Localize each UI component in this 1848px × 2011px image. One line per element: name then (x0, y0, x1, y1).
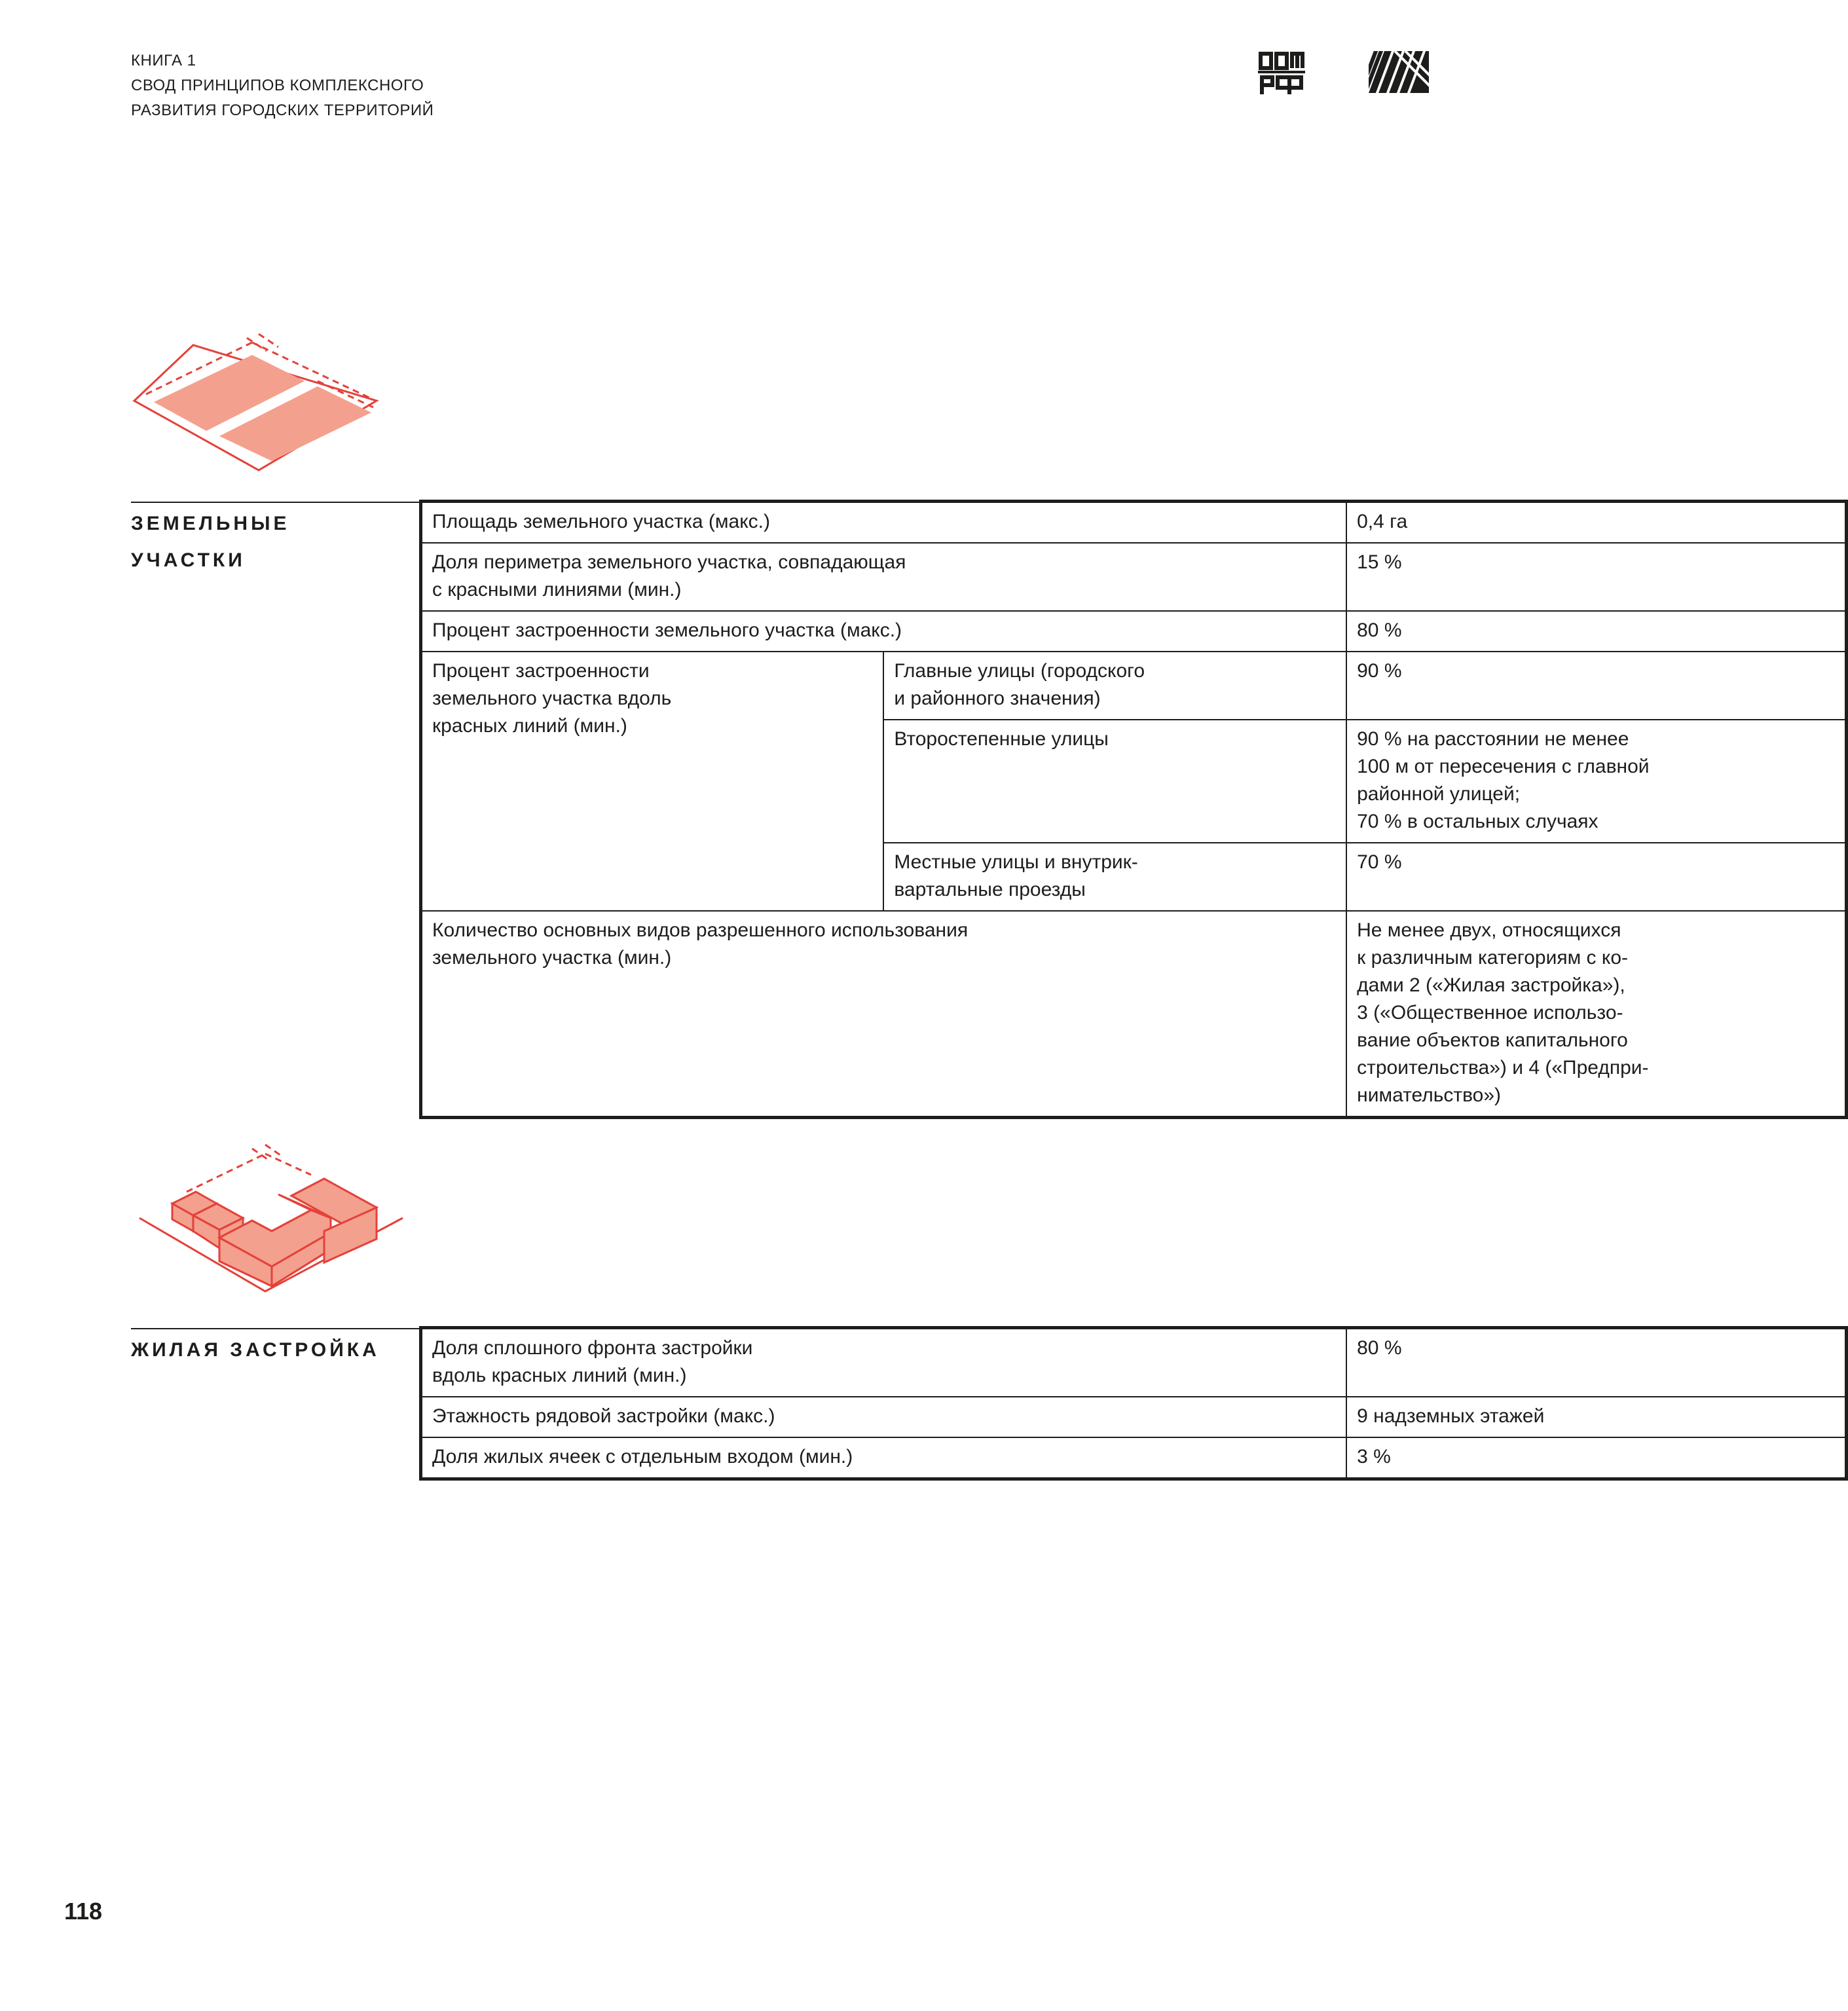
table-row (421, 1437, 1847, 1479)
row-sublabel: Второстепенные улицы (883, 720, 1346, 843)
row-group-label: Процент застроенности земельного участка вдоль красных линий (мин.) (421, 652, 884, 911)
land-plots-illustration (128, 321, 396, 478)
row-label: Доля периметра земельного участка, совпадающая с красными линиями (мин.) (421, 543, 1347, 611)
row-label: Доля жилых ячеек с отдельным входом (мин.) (421, 1437, 1347, 1479)
header-title-line-1: СВОД ПРИНЦИПОВ КОМПЛЕКСНОГО (131, 77, 424, 94)
table-row (421, 652, 1847, 720)
row-value: 80 % (1346, 1328, 1846, 1397)
row-label: Количество основных видов разрешенного использования земельного участка (мин.) (421, 911, 1347, 1118)
dom-rf-logo-icon (1258, 51, 1305, 96)
row-label: Доля сплошного фронта застройки вдоль красных линий (мин.) (421, 1328, 1347, 1397)
residential-buildings-illustration (134, 1139, 409, 1297)
section-title-line-1: ЗЕМЕЛЬНЫЕ (131, 513, 290, 534)
section-divider-residential (131, 1328, 420, 1329)
section-divider-land-plots (131, 502, 420, 503)
header-title-line-2: РАЗВИТИЯ ГОРОДСКИХ ТЕРРИТОРИЙ (131, 101, 434, 119)
row-sublabel: Местные улицы и внутрик- вартальные проезды (883, 843, 1346, 911)
table-row (421, 611, 1847, 652)
table-row (421, 543, 1847, 611)
table-row (421, 502, 1847, 544)
section-title-line-2: УЧАСТКИ (131, 549, 246, 571)
row-value: 0,4 га (1346, 502, 1846, 544)
header-book: КНИГА 1 (131, 52, 196, 69)
row-value: 9 надземных этажей (1346, 1397, 1846, 1437)
page-number: 118 (64, 1898, 103, 1925)
table-row (421, 911, 1847, 1118)
table-row (421, 1397, 1847, 1437)
row-sublabel: Главные улицы (городского и районного значения) (883, 652, 1346, 720)
row-value: Не менее двух, относящихся к различным категориям с ко- дами 2 («Жилая застройка»), 3 («Общественное использо- вание объектов капитального строительства») и 4 («Предпри- нимательство») (1346, 911, 1846, 1118)
section-title-residential (131, 1332, 380, 1369)
row-label: Этажность рядовой застройки (макс.) (421, 1397, 1347, 1437)
row-value: 70 % (1346, 843, 1846, 911)
table-row (421, 1328, 1847, 1397)
land-plots-table (419, 500, 1848, 1119)
diagonal-pattern-logo-icon (1369, 51, 1429, 93)
row-value: 90 % на расстоянии не менее 100 м от пересечения с главной районной улицей; 70 % в остальных случаях (1346, 720, 1846, 843)
residential-table (419, 1326, 1848, 1481)
running-header (131, 48, 434, 123)
row-value: 80 % (1346, 611, 1846, 652)
row-value: 90 % (1346, 652, 1846, 720)
section-title-land-plots (131, 506, 289, 579)
row-value: 15 % (1346, 543, 1846, 611)
row-value: 3 % (1346, 1437, 1846, 1479)
row-label: Площадь земельного участка (макс.) (421, 502, 1347, 544)
section-title-line: ЖИЛАЯ ЗАСТРОЙКА (131, 1339, 380, 1361)
row-label: Процент застроенности земельного участка (макс.) (421, 611, 1347, 652)
